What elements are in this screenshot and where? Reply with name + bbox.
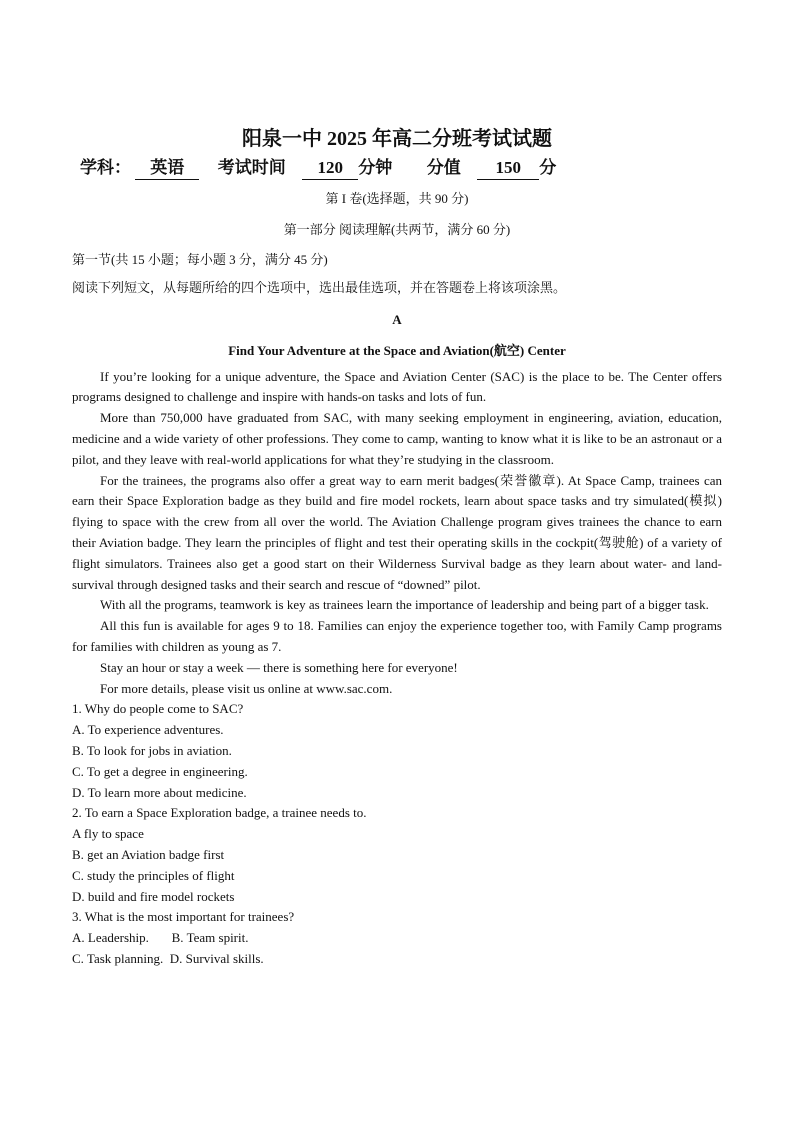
volume-heading: 第 I 卷(选择题，共 90 分)	[325, 191, 469, 206]
passage-title: Find Your Adventure at the Space and Aviation(航空) Center	[228, 342, 566, 358]
passage-body	[72, 367, 722, 700]
question-2: 2. To earn a Space Exploration badge, a trainee needs to.	[72, 805, 367, 821]
question-1: 1. Why do people come to SAC?	[72, 701, 244, 717]
option: B. To look for jobs in aviation.	[72, 742, 232, 758]
option: C. To get a degree in engineering.	[72, 763, 248, 779]
option: A fly to space	[72, 826, 144, 842]
subsection-heading: 第一节(共 15 小题；每小题 3 分，满分 45 分)	[72, 252, 328, 267]
passage-label: A	[392, 311, 402, 327]
score-unit: 分	[539, 158, 557, 177]
exam-page	[72, 124, 722, 970]
paragraph: If you’re looking for a unique adventure, the Space and Aviation Center (SAC) is the place to be. The Center offers programs designed to challenge and inspire with hands-on tasks and lots of fun.	[72, 368, 722, 405]
question-3: 3. What is the most important for trainees?	[72, 909, 295, 925]
exam-info-line	[72, 154, 722, 182]
option: D. build and fire model rockets	[72, 888, 235, 904]
option: C. study the principles of flight	[72, 867, 235, 883]
questions	[72, 699, 722, 969]
score-value: 150	[477, 157, 539, 180]
instructions: 阅读下列短文，从每题所给的四个选项中，选出最佳选项，并在答题卷上将该项涂黑。	[72, 279, 567, 295]
paragraph: More than 750,000 have graduated from SAC, with many seeking employment in engineering, aviation, education, medicine and a wide variety of other professions. They come to camp, wanting to know what it is like to be an astronaut or a pilot, and they leave with real-world applications for what they’re studying in the classroom.	[72, 410, 722, 467]
part-heading: 第一部分 阅读理解(共两节，满分 60 分)	[283, 222, 511, 237]
paragraph: With all the programs, teamwork is key as trainees learn the importance of leadership and being part of a bigger task.	[100, 597, 709, 613]
option: C. Task planning. D. Survival skills.	[72, 950, 264, 966]
score-label: 分值	[426, 158, 461, 177]
exam-title: 阳泉一中 2025 年高二分班考试试题	[242, 128, 552, 150]
subject-value: 英语	[135, 157, 199, 180]
option: B. get an Aviation badge first	[72, 846, 225, 862]
option: D. To learn more about medicine.	[72, 784, 247, 800]
time-label: 考试时间	[217, 158, 286, 177]
time-value: 120	[302, 157, 358, 180]
subject-label: 学科：	[80, 158, 131, 177]
option: A. Leadership. B. Team spirit.	[72, 930, 249, 946]
paragraph: All this fun is available for ages 9 to 18. Families can enjoy the experience together too, with Family Camp programs for families with children as young as 7.	[72, 618, 722, 654]
paragraph: For the trainees, the programs also offer a great way to earn merit badges(荣誉徽章). At Space Camp, trainees can earn their Space Exploration badge as they build and fire model rockets, learn about space tasks and try simulated(模拟) flying to space with the crew from all over the world. The Aviation Challenge program gives trainees the chance to earn their Aviation badge. They learn the principles of flight and test their operating skills in the cockpit(驾驶舱) of a variety of flight simulators. Trainees also get a good start on their Wilderness Survival badge as they learn about water- and land-survival through designed tasks and their search and rescue of “downed” pilot.	[72, 472, 722, 592]
time-unit: 分钟	[358, 158, 393, 177]
paragraph: Stay an hour or stay a week — there is something here for everyone!	[100, 659, 458, 675]
paragraph: For more details, please visit us online at www.sac.com.	[100, 680, 393, 696]
option: A. To experience adventures.	[72, 722, 224, 738]
